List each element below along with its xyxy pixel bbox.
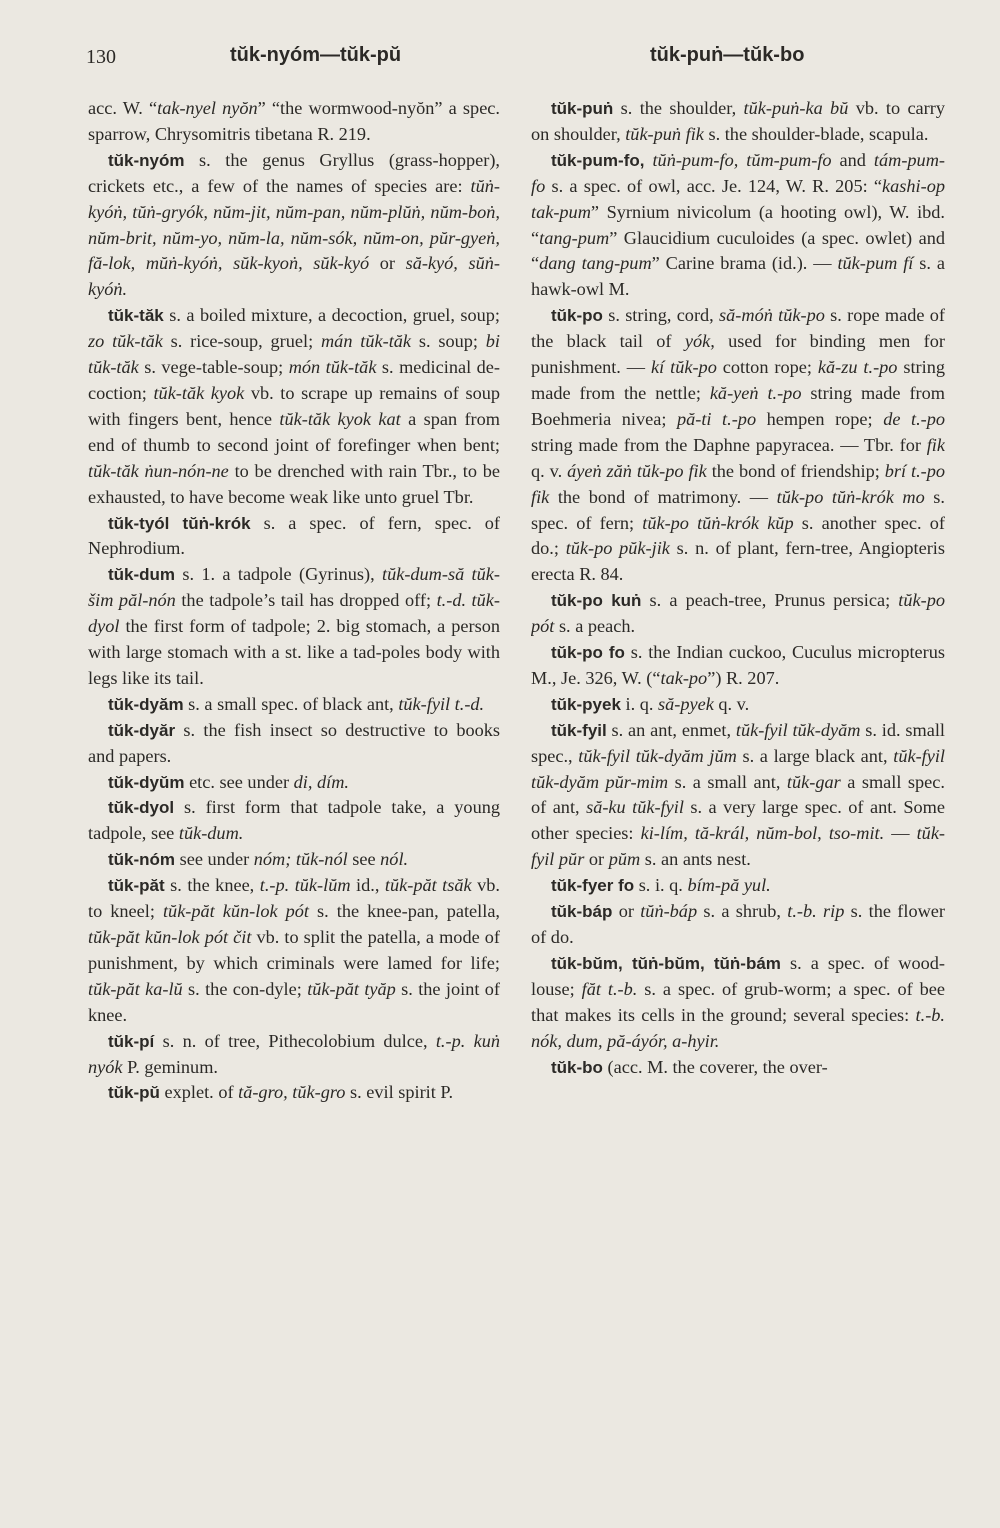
headword: tŭk-tăk: [108, 306, 164, 326]
entry-text: s. n. of tree, Pithecolobium dulce,: [154, 1030, 436, 1051]
headword: tŭk-dyăr: [108, 720, 176, 740]
entry-text: s. a very large spec. of ant. Some other species:: [531, 797, 945, 844]
entry-text: to be drenched with rain Tbr., to be exhausted, to have become weak like unto gruel Tbr.: [88, 460, 500, 507]
italic-text: ki-lím, tă-král, nŭm-bol, tso-mit.: [640, 823, 885, 844]
headword: tŭk-bo: [551, 1057, 603, 1077]
entry-text: see: [347, 849, 381, 870]
entry-text: and: [831, 149, 874, 170]
entry-text: or: [369, 253, 406, 274]
dictionary-entry: [531, 148, 945, 303]
entry-text: used for binding men for punishment. —: [531, 331, 945, 378]
headword: tŭk-pí: [108, 1031, 155, 1051]
italic-text: bím-pă yul.: [687, 875, 771, 896]
entry-text: s. vege-table-soup;: [138, 357, 289, 378]
dictionary-entry: [88, 770, 500, 796]
italic-text: tŭk-fyil tŭk-dyăm jŭm: [578, 745, 737, 766]
entry-text: string made from the nettle;: [531, 357, 945, 403]
entry-text: acc. W. “: [88, 98, 158, 118]
dictionary-entry: [88, 873, 500, 1028]
dictionary-entry: [531, 588, 945, 640]
entry-text: cotton rope;: [716, 357, 818, 378]
entry-text: s. the shoulder-blade, scapula.: [703, 123, 929, 144]
entry-text: q. v.: [713, 693, 750, 714]
dictionary-entry: [88, 795, 500, 847]
italic-text: tŭk-fyil pŭr: [531, 823, 945, 870]
italic-text: t.-d. tŭk-dyol: [88, 590, 500, 637]
italic-text: tŭk-fyil tŭk-dyăm: [735, 719, 861, 740]
entry-text: i. q.: [620, 693, 658, 714]
italic-text: tak-po: [660, 667, 708, 688]
entry-text: s. a large black ant,: [736, 745, 894, 766]
entry-text: ” “the wormwood-nyŏn” a spec. sparrow, Chrysomitris tibetana R. 219.: [88, 98, 500, 144]
italic-text: fik: [926, 434, 945, 455]
entry-text: s. a spec. of owl, acc. Je. 124, W. R. 205: “: [545, 175, 883, 196]
italic-text: să-pyek: [658, 693, 714, 714]
italic-text: tŭk-po tŭṅ-krók kŭp: [642, 512, 794, 533]
entry-text: s. evil spirit P.: [345, 1082, 454, 1103]
entry-text: the bond of friendship;: [706, 460, 885, 481]
dictionary-entry: [88, 1080, 500, 1106]
entry-text: s. the Indian cuckoo, Cuculus micropterus M., Je. 326, W. (“: [531, 642, 945, 688]
headword: tŭk-bŭm, tŭṅ-bŭm, tŭṅ-bám: [551, 953, 781, 973]
italic-text: tŭk-po pŭk-jik: [565, 538, 670, 559]
italic-text: tŭk-păt ka-lŭ: [88, 978, 183, 999]
entry-text: s. i. q.: [634, 875, 688, 896]
entry-text: —: [884, 823, 917, 844]
entry-text: (acc. M. the coverer, the over-: [602, 1056, 828, 1077]
italic-text: tŭk-păt kŭn-lok pót čit: [88, 927, 252, 947]
headword: tŭk-dum: [108, 565, 176, 585]
italic-text: tŭk-puṅ-ka bŭ: [743, 98, 849, 118]
entry-text: s. a peach-tree, Prunus persica;: [641, 590, 899, 611]
headword: tŭk-fyer fo: [551, 876, 635, 896]
italic-text: nól.: [380, 849, 409, 870]
entry-text: s. a spec. of fern, spec. of Nephrodium.: [88, 512, 500, 559]
entry-text: the bond of matrimony. —: [549, 486, 777, 507]
dictionary-entry: [88, 847, 500, 873]
headword: tŭk-po fo: [551, 643, 625, 663]
entry-text: vb. to scrape up remains of soup with fingers bent, hence: [88, 382, 500, 429]
italic-text: kă-zu t.-po: [817, 357, 898, 378]
entry-text: s. a small ant,: [668, 771, 787, 792]
entry-text: s. the flower of do.: [531, 901, 945, 947]
entry-text: s. medicinal de-coction;: [88, 357, 500, 403]
entry-text: s. the con-dyle;: [182, 978, 308, 999]
italic-text: tŭṅ-báp: [640, 901, 698, 922]
page-number: 130: [86, 46, 116, 68]
entry-text: s. another spec. of do.;: [531, 512, 945, 559]
italic-text: tŭk-păt tyăp: [307, 978, 396, 999]
italic-text: dang tang-pum: [539, 253, 652, 274]
italic-text: brí t.-po fik: [531, 460, 945, 507]
italic-text: nóm; tŭk-nól: [253, 849, 348, 870]
entry-text: s. the fish insect so destructive to books and papers.: [88, 719, 500, 766]
italic-text: tŭṅ-kyóṅ, tŭṅ-gryók, nŭm-jit, nŭm-pan, nŭm-plŭṅ, nŭm-boṅ, nŭm-brit, nŭm-yo, nŭm-la, nŭm-sók, nŭm-on, pŭr-gyeṅ, fă-lok, mŭṅ-kyóṅ, sŭk-kyoṅ, sŭk-kyó: [88, 175, 500, 274]
entry-text: ” Syrnium nivicolum (a hooting owl), W. ibd. “: [531, 201, 945, 248]
entry-text: s. string, cord,: [602, 305, 720, 326]
headword: tŭk-pyek: [551, 694, 621, 714]
italic-text: tang-pum: [539, 227, 610, 248]
italic-text: tŭk-tăk kyok: [153, 382, 245, 403]
headword: tŭk-fyil: [551, 720, 607, 740]
headword: tŭk-báp: [551, 902, 613, 922]
entry-text: ” Glaucidium cuculoides (a spec. owlet) and “: [531, 227, 945, 274]
italic-text: bi tŭk-tăk: [88, 331, 500, 378]
entry-text: the first form of tadpole; 2. big stomach, a person with large stomach with a st. like a tad-poles body with legs like its tail.: [88, 616, 500, 688]
italic-text: kí tŭk-po: [651, 357, 717, 378]
italic-text: tŭk-gar: [786, 771, 841, 792]
italic-text: pŭm: [608, 849, 641, 870]
italic-text: yók,: [684, 331, 715, 352]
entry-text: s. the genus Gryllus (grass-hopper), crickets etc., a few of the names of species are:: [88, 149, 500, 196]
italic-text: tŭk-puṅ fik: [625, 123, 704, 144]
italic-text: t.-b. rip: [787, 901, 845, 922]
entry-text: vb. to split the patella, a mode of punishment, by which criminals were lamed for life;: [88, 927, 500, 973]
headword: tŭk-puṅ: [551, 99, 614, 118]
dictionary-entry: [531, 951, 945, 1055]
italic-text: pă-ti t.-po: [676, 408, 757, 429]
italic-text: tŭk-fyil tŭk-dyăm pŭr-mim: [531, 745, 945, 792]
headword: tŭk-po kuṅ: [551, 591, 642, 611]
headword: tŭk-po: [551, 306, 603, 326]
italic-text: t.-p. tŭk-lŭm: [259, 875, 351, 896]
entry-text: etc. see under: [184, 771, 294, 792]
entry-text: explet. of: [159, 1082, 239, 1103]
headword: tŭk-pum-fo,: [551, 150, 645, 170]
italic-text: tŭṅ-pum-fo, tŭm-pum-fo: [652, 149, 832, 170]
entry-text: a small spec. of ant,: [531, 771, 945, 818]
entry-text: s. rice-soup, gruel;: [162, 331, 321, 352]
dictionary-entry: [531, 640, 945, 692]
entry-text: s. a peach.: [554, 616, 636, 637]
entry-text: s. a boiled mixture, a decoction, gruel, soup;: [163, 305, 500, 326]
headword: tŭk-dyăm: [108, 694, 184, 714]
entry-text: string made from Boehmeria nivea;: [531, 382, 945, 429]
italic-text: tŭk-păt tsăk: [384, 875, 472, 896]
italic-text: tŭk-pum fí: [837, 253, 914, 274]
dictionary-entry: [531, 873, 945, 899]
entry-text: hempen rope;: [756, 408, 884, 429]
dictionary-entry: [88, 1029, 500, 1081]
entry-text: q. v.: [531, 460, 568, 481]
entry-text: ”) R. 207.: [707, 667, 780, 688]
italic-text: să-kyó, sŭṅ-kyóṅ.: [88, 253, 500, 300]
headword: tŭk-pŭ: [108, 1083, 160, 1103]
headword: tŭk-dyol: [108, 798, 175, 818]
entry-text: P. geminum.: [122, 1056, 218, 1077]
italic-text: tă-gro, tŭk-gro: [238, 1082, 346, 1103]
italic-text: să-ku tŭk-fyil: [586, 797, 684, 818]
italic-text: tŭk-tăk kyok kat: [279, 408, 401, 429]
entry-text: id.,: [350, 875, 385, 896]
running-head-right: tŭk-puṅ—tŭk-bo: [650, 44, 805, 66]
entry-text: or: [612, 901, 641, 922]
headword: tŭk-nóm: [108, 850, 176, 870]
italic-text: tám-pum-fo: [531, 149, 945, 196]
entry-text: s. the knee-pan, patella,: [309, 901, 500, 922]
italic-text: tŭk-dum.: [178, 823, 244, 844]
page-header: [0, 44, 1000, 78]
italic-text: t.-p. kuṅ nyók: [88, 1030, 500, 1077]
dictionary-entry: [88, 96, 500, 148]
italic-text: făt t.-b.: [581, 978, 638, 999]
entry-text: s. id. small spec.,: [531, 719, 945, 766]
dictionary-entry: [88, 692, 500, 718]
entry-text: s. rope made of the black tail of: [531, 305, 945, 352]
entry-text: s. soup;: [411, 331, 486, 352]
headword: tŭk-tyól tŭṅ-krók: [108, 513, 251, 533]
entry-text: s. 1. a tadpole (Gyrinus),: [175, 564, 382, 585]
italic-text: t.-b. nók, dum, pă-áyór, a-hyir.: [531, 1004, 945, 1051]
italic-text: áyeṅ zăṅ tŭk-po fik: [567, 460, 707, 481]
italic-text: de t.-po: [883, 408, 945, 429]
italic-text: kashi-op tak-pum: [531, 175, 945, 222]
italic-text: tŭk-fyil t.-d.: [398, 693, 485, 714]
italic-text: zo tŭk-tăk: [88, 331, 163, 352]
dictionary-entry: [531, 96, 945, 148]
headword: tŭk-dyŭm: [108, 772, 185, 792]
entry-text: s. a small spec. of black ant,: [183, 693, 399, 714]
italic-text: tŭk-tăk ṅun-nón-ne: [88, 460, 229, 481]
italic-text: tŭk-dum-să tŭk-šim păl-nón: [88, 564, 500, 611]
dictionary-entry: [531, 692, 945, 718]
entry-text: or: [584, 849, 609, 870]
entry-text: s. first form that tadpole take, a young tadpole, see: [88, 797, 500, 844]
italic-text: di, dím.: [293, 771, 349, 792]
dictionary-entry: [531, 899, 945, 951]
dictionary-entry: [88, 511, 500, 563]
entry-text: s. an ants nest.: [640, 849, 751, 870]
entry-text: s. a spec. of grub-worm; a spec. of bee that makes its cells in the ground; several species:: [531, 978, 945, 1025]
entry-text: s. a spec. of wood-louse;: [531, 952, 945, 999]
italic-text: kă-yeṅ t.-po: [709, 382, 802, 403]
dictionary-entry: [531, 303, 945, 588]
dictionary-entry: [88, 562, 500, 692]
headword: tŭk-nyóm: [108, 150, 185, 170]
dictionary-entry: [531, 718, 945, 873]
left-column: [88, 96, 500, 1476]
entry-text: s. the knee,: [164, 875, 260, 896]
italic-text: tŭk-po pót: [531, 590, 945, 637]
italic-text: món tŭk-tăk: [288, 357, 377, 378]
entry-text: s. the joint of knee.: [88, 978, 500, 1025]
entry-text: vb. to kneel;: [88, 875, 500, 922]
entry-text: s. a hawk-owl M.: [531, 253, 945, 300]
italic-text: mán tŭk-tăk: [320, 331, 412, 352]
entry-text: s. spec. of fern;: [531, 486, 945, 533]
entry-text: s. an ant, enmet,: [606, 719, 736, 740]
dictionary-entry: [88, 148, 500, 303]
entry-text: s. the shoulder,: [613, 98, 744, 118]
dictionary-entry: [88, 303, 500, 510]
entry-text: the tadpole’s tail has dropped off;: [175, 590, 437, 611]
dictionary-entry: [531, 1055, 945, 1081]
italic-text: tak-nyel nyŏn: [157, 98, 258, 118]
entry-text: a span from end of thumb to second joint of forefinger when bent;: [88, 408, 500, 455]
entry-text: s. a shrub,: [697, 901, 788, 922]
italic-text: tŭk-păt kŭn-lok pót: [162, 901, 309, 922]
entry-text: s. n. of plant, fern-tree, Angiopteris erecta R. 84.: [531, 538, 945, 585]
dictionary-entry: [88, 718, 500, 770]
entry-text: see under: [175, 849, 254, 870]
headword: tŭk-păt: [108, 876, 165, 896]
italic-text: să-móṅ tŭk-po: [719, 305, 825, 326]
italic-text: tŭk-po tŭṅ-krók mo: [776, 486, 925, 507]
right-column: [531, 96, 945, 1476]
entry-text: vb. to carry on shoulder,: [531, 98, 945, 144]
running-head-left: tŭk-nyóm—tŭk-pŭ: [230, 44, 402, 66]
entry-text: string made from the Daphne papyracea. — Tbr. for: [531, 434, 927, 455]
entry-text: ” Carine brama (id.). —: [651, 253, 838, 274]
